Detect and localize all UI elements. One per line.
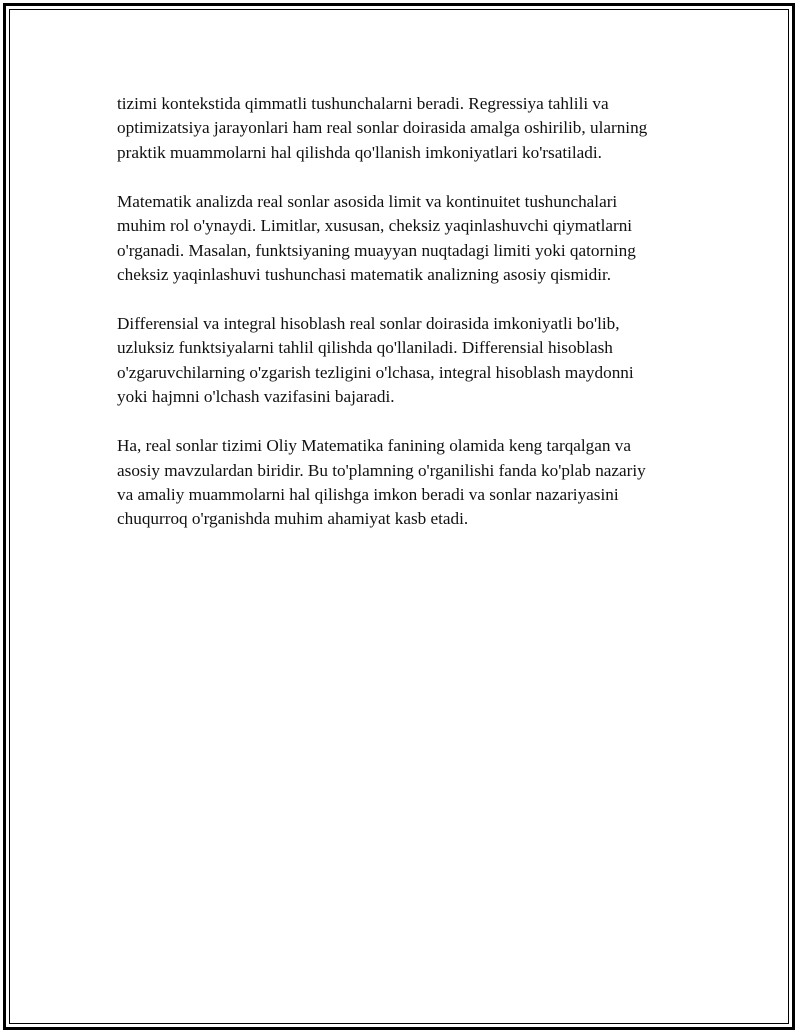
document-body: [117, 92, 707, 556]
text-line: Matematik analizda real sonlar asosida limit va kontinuitet tushunchalari: [117, 191, 618, 211]
text-line: cheksiz yaqinlashuvi tushunchasi matematik analizning asosiy qismidir.: [117, 265, 612, 285]
text-line: Differensial va integral hisoblash real sonlar doirasida imkoniyatli bo'lib,: [117, 314, 620, 334]
text-line: asosiy mavzulardan biridir. Bu to'plamning o'rganilishi fanda ko'plab nazariy: [117, 460, 646, 480]
text-line: yoki hajmni o'lchash vazifasini bajaradi.: [117, 387, 395, 407]
text-line: Ha, real sonlar tizimi Oliy Matematika fanining olamida keng tarqalgan va: [117, 436, 632, 456]
text-line: uzluksiz funktsiyalarni tahlil qilishda qo'llaniladi. Differensial hisoblash: [117, 338, 613, 358]
paragraph-2: [117, 190, 707, 288]
text-line: muhim rol o'ynaydi. Limitlar, xususan, cheksiz yaqinlashuvchi qiymatlarni: [117, 216, 633, 236]
text-line: va amaliy muammolarni hal qilishga imkon beradi va sonlar nazariyasini: [117, 485, 619, 505]
text-line: tizimi kontekstida qimmatli tushunchalarni beradi. Regressiya tahlili va: [117, 94, 609, 113]
paragraph-4: [117, 434, 707, 532]
paragraph-1: [117, 92, 707, 165]
paragraph-3: [117, 312, 707, 410]
text-line: o'rganadi. Masalan, funktsiyaning muayyan nuqtadagi limiti yoki qatorning: [117, 240, 636, 260]
text-line: chuqurroq o'rganishda muhim ahamiyat kasb etadi.: [117, 509, 469, 529]
text-line: praktik muammolarni hal qilishda qo'llanish imkoniyatlari ko'rsatiladi.: [117, 142, 602, 162]
text-line: o'zgaruvchilarning o'zgarish tezligini o'lchasa, integral hisoblash maydonni: [117, 362, 634, 382]
text-line: optimizatsiya jarayonlari ham real sonlar doirasida amalga oshirilib, ularning: [117, 118, 648, 138]
